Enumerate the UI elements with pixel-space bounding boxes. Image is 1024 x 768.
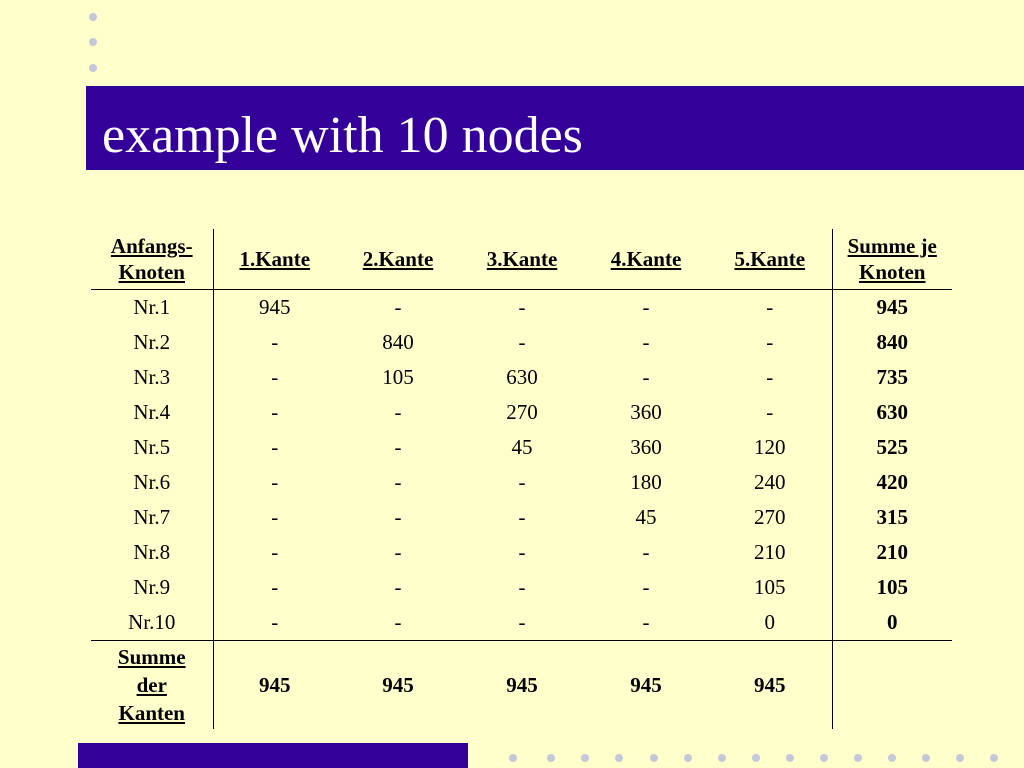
table-cell: -: [518, 470, 526, 494]
decor-dot: [684, 754, 692, 762]
table-cell: -: [394, 505, 402, 529]
table-cell: 0: [708, 605, 832, 641]
decor-dot: [509, 754, 517, 762]
decor-dot: [89, 13, 97, 21]
row-sum-cell: 420: [876, 470, 908, 494]
header-cell: 4.Kante: [584, 229, 708, 290]
footer-cell: 945: [259, 673, 291, 697]
table-cell: 45: [511, 435, 533, 459]
decor-dot: [718, 754, 726, 762]
table-cell: -: [708, 325, 832, 360]
row-label: Nr.3: [91, 360, 213, 395]
row-label: Nr.1: [91, 290, 213, 326]
table-header-row: [91, 229, 952, 290]
table-cell: -: [642, 365, 650, 389]
table-cell: -: [642, 540, 650, 564]
title-bar: [86, 86, 1024, 170]
table-cell: -: [460, 605, 584, 641]
decor-dot: [547, 754, 555, 762]
decor-dot: [990, 754, 998, 762]
table-row: [91, 465, 952, 500]
table-cell: -: [708, 360, 832, 395]
row-label: Nr.8: [91, 535, 213, 570]
table-cell: -: [213, 605, 336, 641]
decor-dot: [89, 38, 97, 46]
table-cell: -: [394, 400, 402, 424]
table-cell: -: [271, 365, 279, 389]
table-cell: 120: [708, 430, 832, 465]
footer-cell: 945: [382, 673, 414, 697]
table-cell: 270: [708, 500, 832, 535]
table-cell: -: [708, 290, 832, 326]
table-cell: -: [394, 295, 402, 319]
row-sum-cell: 735: [876, 365, 908, 389]
table-cell: -: [642, 575, 650, 599]
table-cell: 270: [506, 400, 538, 424]
table-cell: -: [394, 435, 402, 459]
table-footer-row: [91, 641, 952, 730]
table-cell: -: [642, 295, 650, 319]
table-cell: -: [271, 470, 279, 494]
table-cell: -: [708, 395, 832, 430]
table-cell: -: [336, 605, 460, 641]
row-label: Nr.10: [91, 605, 213, 641]
row-sum-cell: 525: [876, 435, 908, 459]
table-cell: -: [518, 575, 526, 599]
header-cell: 3.Kante: [460, 229, 584, 290]
decor-dot: [922, 754, 930, 762]
table-cell: -: [394, 575, 402, 599]
table-cell: -: [271, 575, 279, 599]
table-cell: -: [518, 330, 526, 354]
row-sum-cell: 945: [876, 295, 908, 319]
footer-cell: [832, 641, 952, 730]
header-cell: Anfangs- Knoten: [91, 229, 213, 290]
table-cell: 105: [708, 570, 832, 605]
row-label: Nr.5: [91, 430, 213, 465]
row-label: Nr.7: [91, 500, 213, 535]
header-cell: Summe je Knoten: [832, 229, 952, 290]
decor-dot: [89, 64, 97, 72]
table-row: [91, 360, 952, 395]
table-row: [91, 395, 952, 430]
table-cell: 630: [506, 365, 538, 389]
table-cell: -: [642, 330, 650, 354]
footer-label: Summe der Kanten: [91, 641, 213, 730]
table-cell: -: [518, 540, 526, 564]
table-cell: 180: [630, 470, 662, 494]
table-cell: -: [394, 470, 402, 494]
footer-bar: [78, 743, 468, 768]
footer-cell: 945: [708, 641, 832, 730]
row-sum-cell: 840: [876, 330, 908, 354]
row-sum-cell: 0: [832, 605, 952, 641]
decor-dot: [956, 754, 964, 762]
table-row: [91, 325, 952, 360]
table-cell: 360: [630, 435, 662, 459]
header-cell: 2.Kante: [336, 229, 460, 290]
table-cell: -: [584, 605, 708, 641]
table-cell: 840: [382, 330, 414, 354]
table-row: [91, 290, 952, 326]
row-sum-cell: 210: [876, 540, 908, 564]
decor-dot: [854, 754, 862, 762]
data-table: [91, 229, 952, 729]
row-label: Nr.4: [91, 395, 213, 430]
decor-dot: [888, 754, 896, 762]
decor-dot: [650, 754, 658, 762]
slide-title: example with 10 nodes: [102, 107, 583, 164]
footer-cell: 945: [506, 673, 538, 697]
table-cell: 210: [708, 535, 832, 570]
table-cell: -: [394, 540, 402, 564]
table-cell: -: [271, 540, 279, 564]
table-cell: -: [271, 330, 279, 354]
table-row: [91, 570, 952, 605]
table-cell: -: [271, 505, 279, 529]
table-cell: 240: [708, 465, 832, 500]
table-cell: -: [518, 505, 526, 529]
table-cell: 105: [382, 365, 414, 389]
decor-dot: [752, 754, 760, 762]
row-sum-cell: 315: [876, 505, 908, 529]
decor-dot: [615, 754, 623, 762]
decor-dot: [820, 754, 828, 762]
footer-cell: 945: [630, 673, 662, 697]
table-cell: 360: [630, 400, 662, 424]
header-cell: 1.Kante: [213, 229, 336, 290]
table-cell: 45: [635, 505, 657, 529]
row-label: Nr.6: [91, 465, 213, 500]
table-cell: -: [518, 295, 526, 319]
row-label: Nr.2: [91, 325, 213, 360]
table-row: [91, 605, 952, 641]
row-sum-cell: 630: [876, 400, 908, 424]
table-row: [91, 535, 952, 570]
row-label: Nr.9: [91, 570, 213, 605]
row-sum-cell: 105: [876, 575, 908, 599]
table-cell: -: [271, 400, 279, 424]
decor-dot: [581, 754, 589, 762]
table-cell: 945: [259, 295, 291, 319]
decor-dot: [786, 754, 794, 762]
table-row: [91, 500, 952, 535]
table-cell: -: [271, 435, 279, 459]
header-cell: 5.Kante: [708, 229, 832, 290]
table-row: [91, 430, 952, 465]
